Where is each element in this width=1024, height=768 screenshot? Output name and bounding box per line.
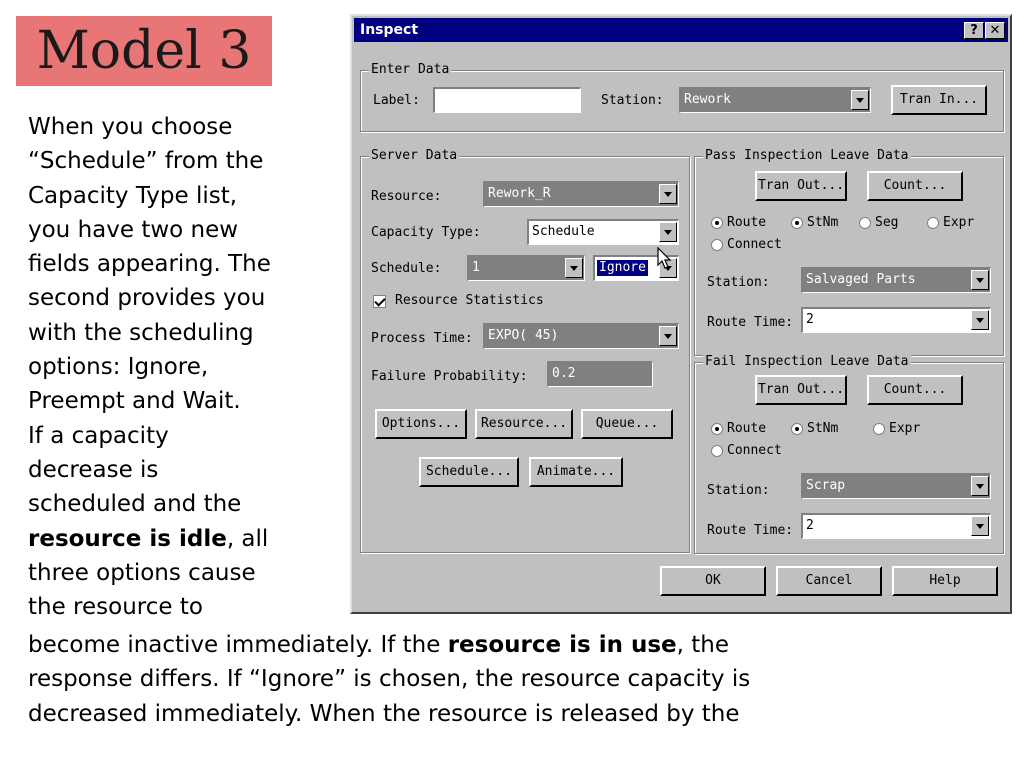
para-line: decreased immediately. When the resource is released by the (28, 700, 740, 727)
close-icon[interactable]: ✕ (985, 22, 1005, 39)
pass-inspection-group (694, 148, 1004, 356)
para-line: If a capacity (28, 422, 169, 449)
server-data-group (360, 148, 690, 553)
dialog-titlebar[interactable] (354, 18, 1008, 42)
fail-connect-label: Connect (727, 443, 782, 458)
chevron-down-icon[interactable] (659, 222, 677, 242)
resource-statistics-label: Resource Statistics (395, 293, 544, 308)
tran-in-button[interactable]: Tran In... (891, 85, 987, 115)
queue-button[interactable]: Queue... (581, 409, 673, 439)
group-label: Server Data (371, 148, 458, 163)
fail-route-time-value: 2 (806, 518, 814, 533)
para-line: Capacity Type list, (28, 182, 238, 209)
pass-route-label: Route (727, 215, 767, 230)
para-line: fields appearing. The (28, 251, 271, 278)
schedule-rule-value: Ignore (599, 260, 646, 275)
para-line: the resource to (28, 594, 203, 621)
chevron-down-icon[interactable] (659, 184, 677, 204)
para-line: scheduled and the (28, 491, 242, 518)
pass-route-time-label: Route Time: (707, 315, 794, 330)
pass-station-label: Station: (707, 275, 770, 290)
process-time-label: Process Time: (371, 331, 473, 346)
fail-expr-radio[interactable] (873, 423, 885, 435)
pass-connect-radio[interactable] (711, 239, 723, 251)
resource-statistics-checkbox[interactable] (373, 295, 386, 308)
dialog-title: Inspect (360, 22, 419, 38)
idle-rest: , all (226, 525, 269, 552)
fail-route-label: Route (727, 421, 767, 436)
help-button[interactable]: Help (892, 566, 998, 596)
fail-stnm-radio[interactable] (791, 423, 803, 435)
para-line: three options cause (28, 559, 256, 586)
chevron-down-icon[interactable] (971, 516, 989, 536)
pass-tran-out-button[interactable]: Tran Out... (755, 171, 847, 201)
pass-stnm-label: StNm (807, 215, 839, 230)
group-label: Pass Inspection Leave Data (705, 148, 909, 163)
schedule-select[interactable] (467, 255, 585, 281)
schedule-button[interactable]: Schedule... (419, 457, 519, 487)
schedule-value: 1 (472, 260, 480, 275)
chevron-down-icon[interactable] (659, 326, 677, 346)
schedule-label: Schedule: (371, 261, 442, 276)
station-value: Rework (684, 92, 731, 107)
para-line: you have two new (28, 216, 239, 243)
fail-station-value: Scrap (806, 478, 846, 493)
chevron-down-icon[interactable] (971, 310, 989, 330)
station-select[interactable] (679, 87, 871, 113)
fail-expr-label: Expr (889, 421, 921, 436)
ok-button[interactable]: OK (660, 566, 766, 596)
process-time-select[interactable] (483, 323, 679, 349)
para-line: When you choose (28, 114, 233, 140)
bold-idle: resource is idle (28, 525, 227, 552)
chevron-down-icon[interactable] (971, 270, 989, 290)
fail-route-time-select[interactable] (801, 513, 991, 539)
pass-route-radio[interactable] (711, 217, 723, 229)
capacity-type-select[interactable] (527, 219, 679, 245)
pass-connect-label: Connect (727, 237, 782, 252)
pass-seg-radio[interactable] (859, 217, 871, 229)
help-title-button[interactable]: ? (964, 22, 984, 39)
group-label: Fail Inspection Leave Data (705, 354, 909, 369)
slide-title-box (16, 16, 272, 86)
resource-label: Resource: (371, 189, 442, 204)
station-label: Station: (601, 93, 664, 108)
options-button[interactable]: Options... (375, 409, 467, 439)
cancel-button[interactable]: Cancel (776, 566, 882, 596)
resource-button[interactable]: Resource... (475, 409, 573, 439)
fail-inspection-group (694, 354, 1004, 554)
label-input[interactable] (433, 87, 581, 113)
pass-stnm-radio[interactable] (791, 217, 803, 229)
para-line: Preempt and Wait. (28, 388, 241, 415)
inspect-dialog (350, 14, 1012, 614)
group-label: Enter Data (371, 62, 450, 77)
para-line (28, 628, 988, 662)
capacity-type-value: Schedule (532, 224, 595, 239)
bold-in-use: resource is in use (447, 632, 677, 658)
bottom-paragraph (28, 628, 988, 731)
fail-station-label: Station: (707, 483, 770, 498)
left-paragraph (28, 110, 343, 624)
para-line: options: Ignore, (28, 354, 209, 381)
chevron-down-icon[interactable] (851, 90, 869, 110)
para-line: second provides you (28, 285, 266, 312)
para-line: with the scheduling (28, 319, 254, 346)
resource-value: Rework_R (488, 186, 551, 201)
fail-route-radio[interactable] (711, 423, 723, 435)
fail-station-select[interactable] (801, 473, 991, 499)
fail-count-button[interactable]: Count... (867, 375, 963, 405)
fail-route-time-label: Route Time: (707, 523, 794, 538)
para-line: response differs. If “Ignore” is chosen, the resource capacity is (28, 666, 751, 693)
pass-expr-radio[interactable] (927, 217, 939, 229)
chevron-down-icon[interactable] (971, 476, 989, 496)
capacity-type-label: Capacity Type: (371, 225, 481, 240)
pass-count-button[interactable]: Count... (867, 171, 963, 201)
enter-data-group (360, 62, 1004, 132)
animate-button[interactable]: Animate... (529, 457, 623, 487)
pass-seg-label: Seg (875, 215, 899, 230)
pass-expr-label: Expr (943, 215, 975, 230)
para-line: decrease is (28, 456, 159, 483)
mouse-cursor-icon (657, 247, 673, 271)
failure-probability-label: Failure Probability: (371, 369, 528, 384)
process-time-value: EXPO( 45) (488, 328, 559, 343)
pass-station-select[interactable] (801, 267, 991, 293)
para-line (28, 522, 343, 556)
pass-station-value: Salvaged Parts (806, 272, 916, 287)
pass-route-time-select[interactable] (801, 307, 991, 333)
fail-tran-out-button[interactable]: Tran Out... (755, 375, 847, 405)
text-run: , the (676, 632, 729, 658)
fail-connect-radio[interactable] (711, 445, 723, 457)
chevron-down-icon[interactable] (565, 258, 583, 278)
text-run: become inactive immediately. If the (28, 632, 448, 658)
label-label: Label: (373, 93, 420, 108)
para-line: “Schedule” from the (28, 148, 264, 175)
pass-route-time-value: 2 (806, 312, 814, 327)
fail-stnm-label: StNm (807, 421, 839, 436)
resource-select[interactable] (483, 181, 679, 207)
slide-title: Model 3 (36, 21, 252, 81)
failure-probability-input[interactable]: 0.2 (547, 361, 653, 387)
